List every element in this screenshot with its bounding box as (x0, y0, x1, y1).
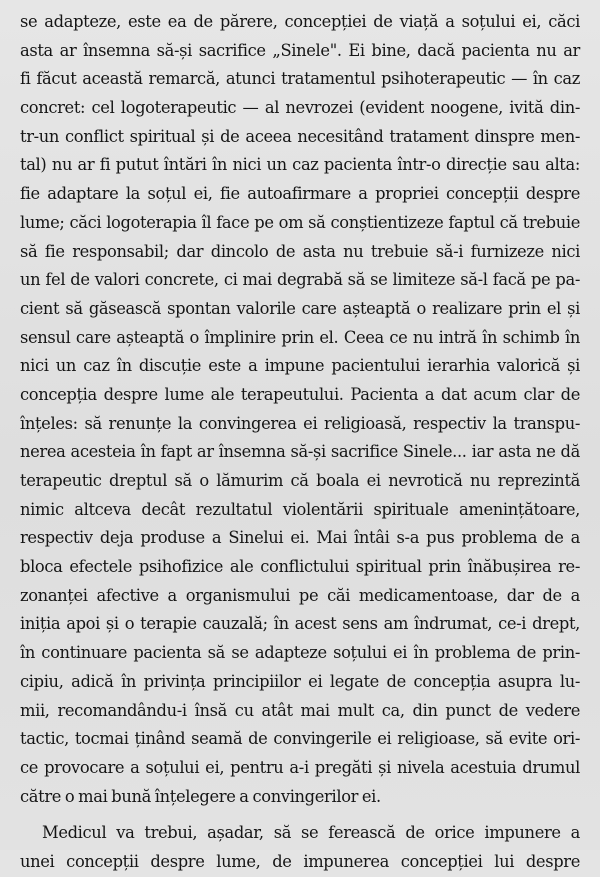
text-line: nimic altceva decât rezultatul violentării spirituale amenințătoare, (20, 499, 580, 519)
text-line: tr-un conflict spiritual și de aceea necesitând tratament dinspre men- (20, 126, 580, 146)
text-line: ce provocare a soțului ei, pentru a-i pregăti și nivela acestuia drumul (20, 757, 580, 777)
text-line: tal) nu ar fi putut întări în nici un caz pacienta într-o direcție sau alta: (20, 155, 580, 175)
text-line: mii, recomandându-i însă cu atât mai mult ca, din punct de vedere (20, 700, 580, 720)
text-line: nici un caz în discuție este a impune pacientului ierarhia valorică și (20, 356, 580, 376)
text-block (20, 8, 580, 877)
text-line: către o mai bună înțelegere a convingerilor ei. (20, 786, 381, 806)
text-line: lume; căci logoterapia îl face pe om să conștientizeze faptul că trebuie (20, 212, 580, 232)
text-line: bloca efectele psihofizice ale conflictului spiritual prin înăbușirea re- (20, 557, 580, 577)
text-line: nerea acesteia în fapt ar însemna să-și sacrifice Sinele... iar asta ne dă (20, 442, 580, 462)
text-line: fie adaptare la soțul ei, fie autoafirmare a propriei concepții despre (20, 184, 580, 204)
text-line: concret: cel logoterapeutic — al nevrozei (evident noogene, ivită din- (20, 98, 580, 118)
text-line: asta ar însemna să-și sacrifice „Sinele". Ei bine, dacă pacienta nu ar (20, 40, 580, 60)
text-line: concepția despre lume ale terapeutului. Pacienta a dat acum clar de (20, 384, 580, 404)
text-line: înțeles: să renunțe la convingerea ei religioasă, respectiv la transpu- (20, 413, 580, 433)
text-line: în continuare pacienta să se adapteze soțului ei în problema de prin- (20, 643, 580, 663)
text-line: terapeutic dreptul să o lămurim că boala ei nevrotică nu reprezintă (20, 471, 580, 490)
text-line: se adapteze, este ea de părere, concepției de viață a soțului ei, căci (20, 12, 580, 31)
text-line: fi făcut această remarcă, atunci tratamentul psihoterapeutic — în caz (20, 69, 580, 89)
paragraph-2 (20, 819, 580, 876)
text-line: cipiu, adică în privința principiilor ei legate de concepția asupra lu- (20, 671, 580, 691)
paragraph-gap (20, 811, 580, 819)
text-line: respectiv deja produse a Sinelui ei. Mai întâi s-a pus problema de a (20, 528, 580, 548)
text-line: sensul care așteaptă o împlinire prin el. Ceea ce nu intră în schimb în (20, 327, 580, 347)
text-line: cient să găsească spontan valorile care așteaptă o realizare prin el și (20, 298, 580, 318)
text-line: Medicul va trebui, așadar, să se ferească de orice impunere a (42, 823, 580, 843)
text-line: un fel de valori concrete, ci mai degrabă să se limiteze să-l facă pe pa- (20, 270, 580, 290)
text-line: iniția apoi și o terapie cauzală; în acest sens am îndrumat, ce-i drept, (20, 614, 580, 634)
text-line: unei concepții despre lume, de impunerea concepției lui despre (20, 851, 580, 871)
text-line: zonanței afective a organismului pe căi medicamentoase, dar de a (20, 585, 580, 605)
paragraph-1 (20, 8, 580, 811)
text-line: tactic, tocmai ținând seamă de convingerile ei religioase, să evite ori- (20, 729, 580, 749)
text-line: să fie responsabil; dar dincolo de asta nu trebuie să-i furnizeze nici (20, 241, 580, 261)
